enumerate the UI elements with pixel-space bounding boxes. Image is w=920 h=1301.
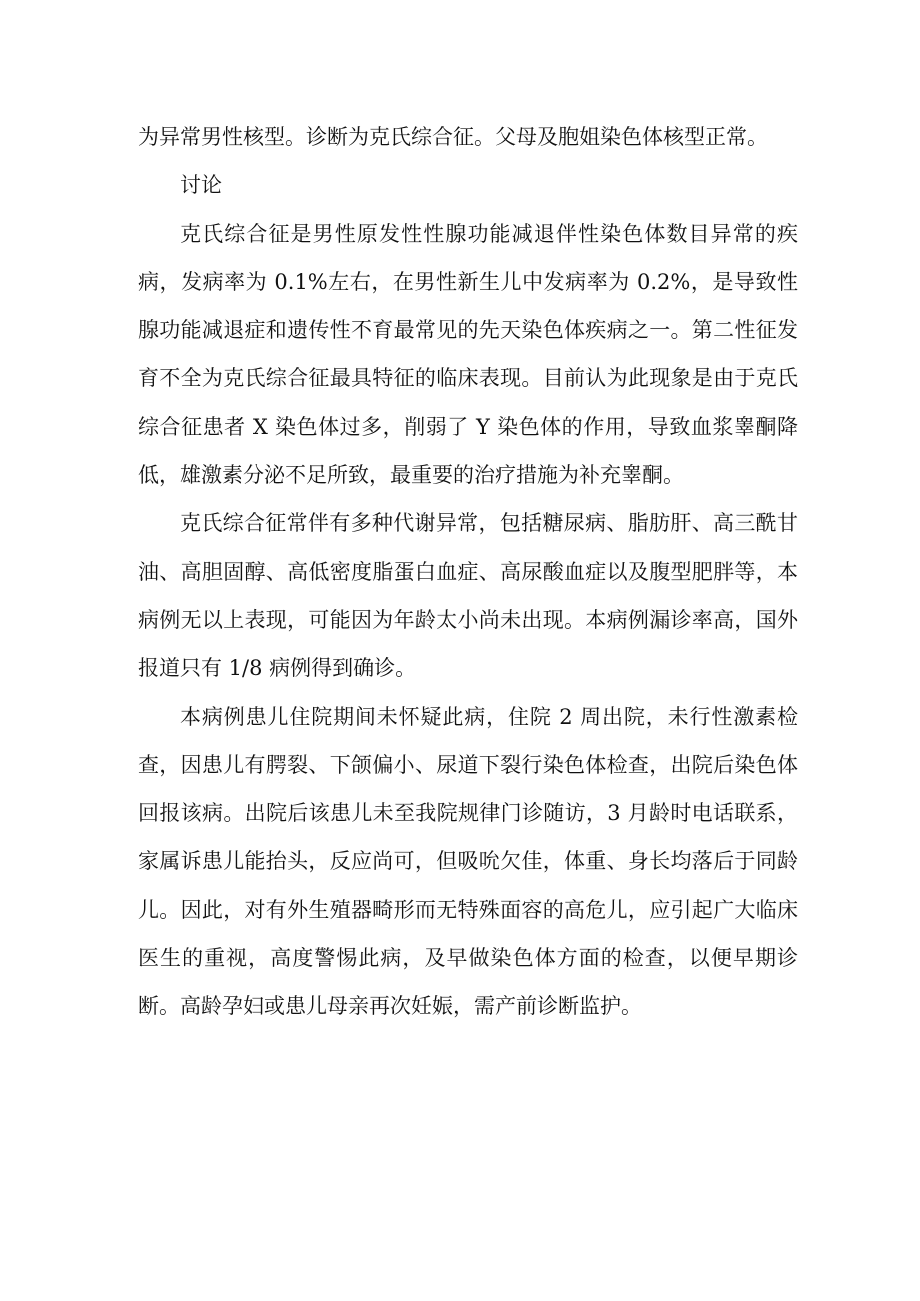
paragraph-klinefelter-overview: 克氏综合征是男性原发性性腺功能减退伴性染色体数目异常的疾病，发病率为 0.1%左右，在男性新生儿中发病率为 0.2%，是导致性腺功能减退症和遗传性不育最常见的先天染色体疾病之一。第二性征发育不全为克氏综合征最具特征的临床表现。目前认为此现象是由于克氏综合征患者 X 染色体过多，削弱了 Y 染色体的作用，导致血浆睾酮降低，雄激素分泌不足所致，最重要的治疗措施为补充睾酮。 xyxy=(138,221,798,488)
paragraph-continuation: 为异常男性核型。诊断为克氏综合征。父母及胞姐染色体核型正常。 xyxy=(138,125,768,149)
document-body xyxy=(138,113,798,1031)
section-heading-discussion: 讨论 xyxy=(180,173,222,198)
paragraph-metabolic-abnormalities: 克氏综合征常伴有多种代谢异常，包括糖尿病、脂肪肝、高三酰甘油、高胆固醇、高低密度脂蛋白血症、高尿酸血症以及腹型肥胖等，本病例无以上表现，可能因为年龄太小尚未出现。本病例漏诊率高，国外报道只有 1/8 病例得到确诊。 xyxy=(138,511,798,681)
paragraph-case-follow-up: 本病例患儿住院期间未怀疑此病，住院 2 周出院，未行性激素检查，因患儿有腭裂、下颌偏小、尿道下裂行染色体检查，出院后染色体回报该病。出院后该患儿未至我院规律门诊随访，3 月龄时电话联系，家属诉患儿能抬头，反应尚可，但吸吮欠佳，体重、身长均落后于同龄儿。因此，对有外生殖器畸形而无特殊面容的高危儿，应引起广大临床医生的重视，高度警惕此病，及早做染色体方面的检查，以便早期诊断。高龄孕妇或患儿母亲再次妊娠，需产前诊断监护。 xyxy=(138,704,798,1019)
